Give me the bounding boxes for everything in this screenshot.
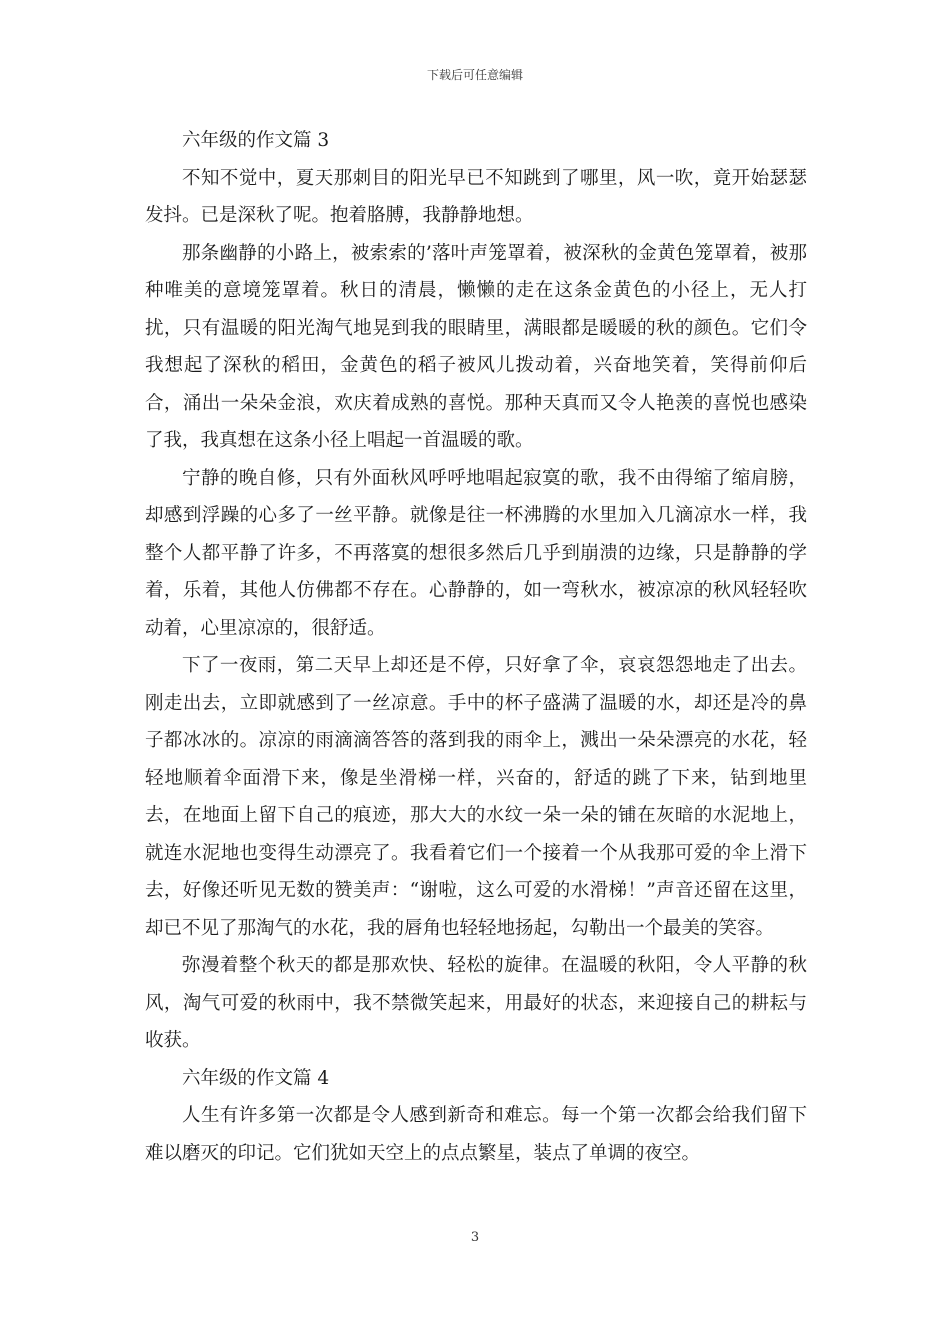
paragraph: 宁静的晚自修，只有外面秋风呼呼地唱起寂寞的歌，我不由得缩了缩肩膀，却感到浮躁的心多了一丝平静。就像是往一杯沸腾的水里加入几滴凉水一样，我整个人都平静了许多，不再落寞的想很多然后几乎到崩溃的边缘，只是静静的学着，乐着，其他人仿佛都不存在。心静静的，如一弯秋水，被凉凉的秋风轻轻吹动着，心里凉凉的，很舒适。: [145, 467, 807, 639]
paragraph: 不知不觉中，夏天那刺目的阳光早已不知跳到了哪里，风一吹，竟开始瑟瑟发抖。已是深秋了呢。抱着胳膊，我静静地想。: [145, 167, 807, 226]
page-header: 下载后可任意编辑: [426, 68, 523, 82]
paragraph: 那条幽静的小路上，被索索的’落叶声笼罩着，被深秋的金黄色笼罩着，被那种唯美的意境笼罩着。秋日的清晨，懒懒的走在这条金黄色的小径上，无人打扰，只有温暖的阳光淘气地晃到我的眼睛里，满眼都是暖暖的秋的颜色。它们令我想起了深秋的稻田，金黄色的稻子被风儿拨动着，兴奋地笑着，笑得前仰后合，涌出一朵朵金浪，欢庆着成熟的喜悦。那种天真而又令人艳羡的喜悦也感染了我，我真想在这条小径上唱起一首温暖的歌。: [145, 242, 807, 451]
paragraph: 人生有许多第一次都是令人感到新奇和难忘。每一个第一次都会给我们留下难以磨灭的印记。它们犹如天空上的点点繁星，装点了单调的夜空。: [145, 1105, 807, 1164]
paragraph: 下了一夜雨，第二天早上却还是不停，只好拿了伞，哀哀怨怨地走了出去。刚走出去，立即就感到了一丝凉意。手中的杯子盛满了温暖的水，却还是冷的鼻子都冰冰的。凉凉的雨滴滴答答的落到我的雨伞上，溅出一朵朵漂亮的水花，轻轻地顺着伞面滑下来，像是坐滑梯一样，兴奋的，舒适的跳了下来，钻到地里去，在地面上留下自己的痕迹，那大大的水纹一朵一朵的铺在灰暗的水泥地上，就连水泥地也变得生动漂亮了。我看着它们一个接着一个从我那可爱的伞上滑下去，好像还听见无数的赞美声：“谢啦，这么可爱的水滑梯！”声音还留在这里，却已不见了那淘气的水花，我的唇角也轻轻地扬起，勾勒出一个最美的笑容。: [145, 655, 807, 939]
section-title-3: 六年级的作文篇 3: [182, 130, 330, 151]
section-title-4: 六年级的作文篇 4: [182, 1067, 330, 1089]
page-number: 3: [470, 1230, 480, 1245]
paragraph: 弥漫着整个秋天的都是那欢快、轻松的旋律。在温暖的秋阳，令人平静的秋风，淘气可爱的秋雨中，我不禁微笑起来，用最好的状态，来迎接自己的耕耘与收获。: [145, 955, 807, 1051]
document-body: [145, 122, 807, 1172]
